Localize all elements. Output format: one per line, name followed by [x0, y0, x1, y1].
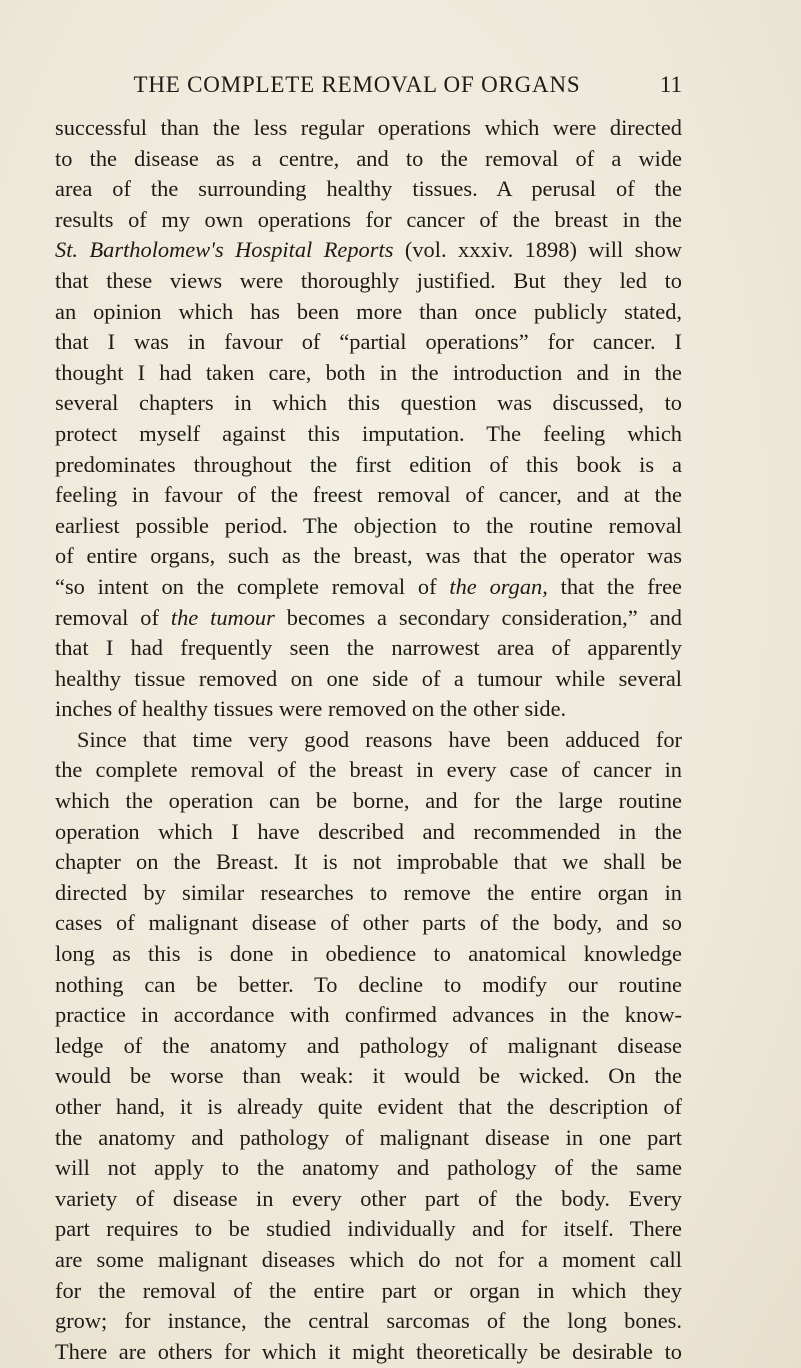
text-line: to the disease as a centre, and to the removal of a wide [55, 145, 682, 171]
text-line: other hand, it is already quite evident that the description of [55, 1094, 682, 1119]
text-line: part requires to be studied individually and for itself. There [55, 1216, 682, 1242]
text-line: successful than the less regular operations which were directed [55, 115, 682, 140]
text-line: results of my own operations for cancer of the breast in the [55, 206, 682, 232]
text-line: St. Bartholomew's Hospital Reports (vol. xxxiv. 1898) will show [55, 237, 682, 263]
text-line: that these views were thoroughly justified. But they led to [55, 267, 682, 293]
text-line: for the removal of the entire part or organ in which they [55, 1277, 682, 1303]
text-line: area of the surrounding healthy tissues. A perusal of the [55, 176, 682, 202]
text-line: the anatomy and pathology of malignant disease in one part [55, 1124, 682, 1150]
text-line: inches of healthy tissues were removed on the other side. [55, 696, 567, 722]
text-line: earliest possible period. The objection to the routine removal [55, 512, 682, 538]
text-line: the complete removal of the breast in every case of cancer in [55, 757, 682, 783]
text-line: predominates throughout the first edition of this book is a [55, 451, 682, 477]
text-line: feeling in favour of the freest removal of cancer, and at the [55, 482, 682, 508]
text-line: operation which I have described and recommended in the [55, 818, 682, 844]
text-line: variety of disease in every other part of the body. Every [55, 1185, 682, 1211]
text-line: that I had frequently seen the narrowest area of apparently [55, 635, 682, 661]
text-line: an opinion which has been more than once publicly stated, [55, 298, 682, 324]
body-text [55, 113, 682, 1367]
text-line: thought I had taken care, both in the introduction and in the [55, 359, 682, 385]
text-line: cases of malignant disease of other parts of the body, and so [55, 910, 682, 936]
text-line: which the operation can be borne, and for the large routine [55, 788, 682, 814]
text-line: chapter on the Breast. It is not improbable that we shall be [55, 849, 682, 875]
text-line: several chapters in which this question was discussed, to [55, 390, 682, 416]
text-line: will not apply to the anatomy and pathology of the same [55, 1155, 682, 1181]
text-line: of entire organs, such as the breast, was that the operator was [55, 543, 682, 569]
text-line: healthy tissue removed on one side of a tumour while several [55, 665, 682, 691]
text-line: Since that time very good reasons have been adduced for [77, 726, 682, 752]
running-head [92, 70, 682, 100]
text-line: would be worse than weak: it would be wicked. On the [55, 1063, 682, 1089]
text-line: ledge of the anatomy and pathology of malignant disease [55, 1032, 682, 1058]
text-line: grow; for instance, the central sarcomas of the long bones. [55, 1308, 682, 1334]
running-title: THE COMPLETE REMOVAL OF ORGANS [133, 72, 581, 97]
text-line: directed by similar researches to remove the entire organ in [55, 879, 682, 905]
text-line: “so intent on the complete removal of the organ, that the free [55, 573, 682, 599]
text-line: practice in accordance with confirmed advances in the know- [55, 1002, 682, 1028]
text-line: There are others for which it might theoretically be desirable to [55, 1338, 682, 1364]
text-line: protect myself against this imputation. The feeling which [55, 420, 682, 446]
page-number: 11 [659, 72, 682, 97]
text-line: long as this is done in obedience to anatomical knowledge [55, 941, 682, 967]
text-line: removal of the tumour becomes a secondary consideration,” and [55, 604, 682, 630]
text-line: that I was in favour of “partial operations” for cancer. I [55, 329, 682, 355]
text-line: nothing can be better. To decline to modify our routine [55, 971, 682, 997]
text-line: are some malignant diseases which do not for a moment call [55, 1246, 682, 1272]
